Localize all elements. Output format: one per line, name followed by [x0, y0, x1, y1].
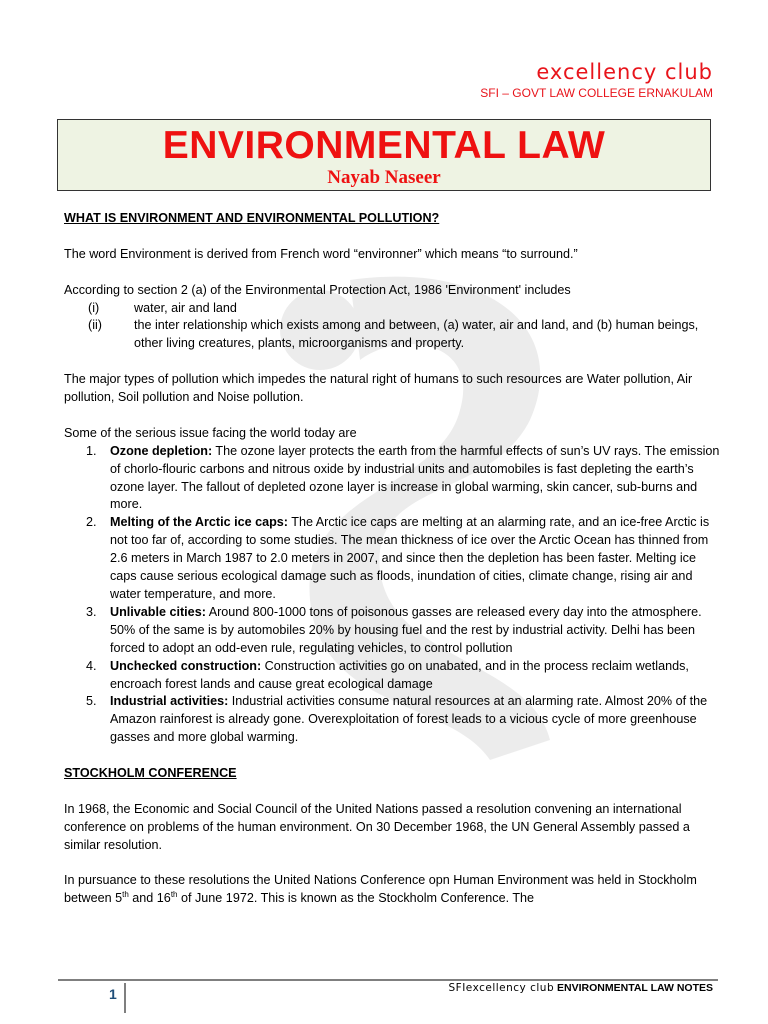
issue-term: Industrial activities:	[110, 694, 229, 709]
list-item-number: (ii)	[88, 318, 102, 333]
document-body	[64, 210, 724, 908]
list-item	[64, 693, 724, 747]
paragraph: In 1968, the Economic and Social Council of the United Nations passed a resolution convening an international conference on problems of the human environment. On 30 December 1968, the UN General Assembly passed a similar resolution.	[64, 801, 690, 852]
issue-text: Industrial activities consume natural resources at an alarming rate. Almost 20% of the Amazon rainforest is already gone. Overexploitation of forest leads to a vicious cycle of more greenhouse gasses and more global warming.	[110, 694, 708, 745]
paragraph: According to section 2 (a) of the Environmental Protection Act, 1986 'Environment' includes	[64, 282, 571, 297]
footer-divider	[58, 979, 718, 981]
section-heading-stockholm: STOCKHOLM CONFERENCE	[64, 766, 237, 781]
paragraph: In pursuance to these resolutions the United Nations Conference opn Human Environment was held in Stockholm between 5th and 16th of June 1972. This is known as the Stockholm Conference. The	[64, 873, 697, 906]
author-name: Nayab Naseer	[327, 167, 441, 188]
list-item	[64, 317, 724, 353]
club-subtitle: SFI – GOVT LAW COLLEGE ERNAKULAM	[480, 86, 713, 100]
list-item-number: (i)	[88, 300, 100, 315]
paragraph: Some of the serious issue facing the world today are	[64, 425, 357, 440]
footer-text	[449, 982, 714, 994]
list-item-number: 3.	[86, 604, 97, 619]
list-item-number: 4.	[86, 658, 97, 673]
footer-club: SFIexcellency club	[448, 982, 555, 994]
issue-term: Unlivable cities:	[110, 604, 206, 619]
page-number-divider	[124, 983, 126, 1013]
document-title: ENVIRONMENTAL LAW	[162, 124, 606, 167]
issue-text: The Arctic ice caps are melting at an alarming rate, and an ice-free Arctic is not too far of, according to some studies. The mean thickness of ice over the Arctic Ocean has thinned from 2.6 meters in March 1987 to 2.0 meters in 2007, and since then the depletion has been faster. Melting ice caps cause serious ecological damage such as floods, inundation of cities, climate change, rising air and water temperature, and more.	[110, 515, 710, 601]
footer-doc-title: ENVIRONMENTAL LAW NOTES	[557, 982, 713, 994]
list-item	[64, 658, 724, 694]
list-item-number: 5.	[86, 694, 97, 709]
list-item	[64, 604, 724, 658]
list-item	[64, 514, 724, 604]
section-heading-environment: WHAT IS ENVIRONMENT AND ENVIRONMENTAL POLLUTION?	[64, 211, 440, 225]
club-name: excellency club	[536, 60, 713, 84]
paragraph: The major types of pollution which impedes the natural right of humans to such resources are Water pollution, Air pollution, Soil pollution and Noise pollution.	[64, 372, 693, 405]
list-item	[64, 300, 724, 318]
title-box	[57, 119, 711, 191]
list-item-number: 2.	[86, 515, 97, 530]
issues-list	[64, 443, 724, 747]
includes-list	[64, 300, 724, 354]
list-item-number: 1.	[86, 443, 97, 458]
issue-text: The ozone layer protects the earth from the harmful effects of sun’s UV rays. The emission of chorlo-flouric carbons and nitrous oxide by industrial units and automobiles is fast depleting the earth’s ozone layer. The fallout of depleted ozone layer is increase in global warming, skin cancer, sub-burns and more.	[110, 443, 720, 512]
page-number: 1	[109, 986, 117, 1002]
issue-term: Melting of the Arctic ice caps:	[110, 515, 288, 530]
issue-text: Around 800-1000 tons of poisonous gasses are released every day into the atmosphere. 50% of the same is by automobiles 20% by housing fuel and the rest by industrial activity. Delhi has been forced to adopt an odd-even rule, regulating vehicles, to control pollution	[110, 604, 702, 655]
list-item-text: water, air and land	[134, 300, 237, 315]
issue-text: Construction activities go on unabated, and in the process reclaim wetlands, encroach forest lands and cause great ecological damage	[110, 658, 689, 691]
list-item-text: the inter relationship which exists among and between, (a) water, air and land, and (b) human beings, other living creatures, plants, microorganisms and property.	[134, 318, 699, 351]
issue-term: Unchecked construction:	[110, 658, 262, 673]
issue-term: Ozone depletion:	[110, 443, 213, 458]
paragraph: The word Environment is derived from French word “environner” which means “to surround.”	[64, 246, 578, 261]
list-item	[64, 443, 724, 515]
